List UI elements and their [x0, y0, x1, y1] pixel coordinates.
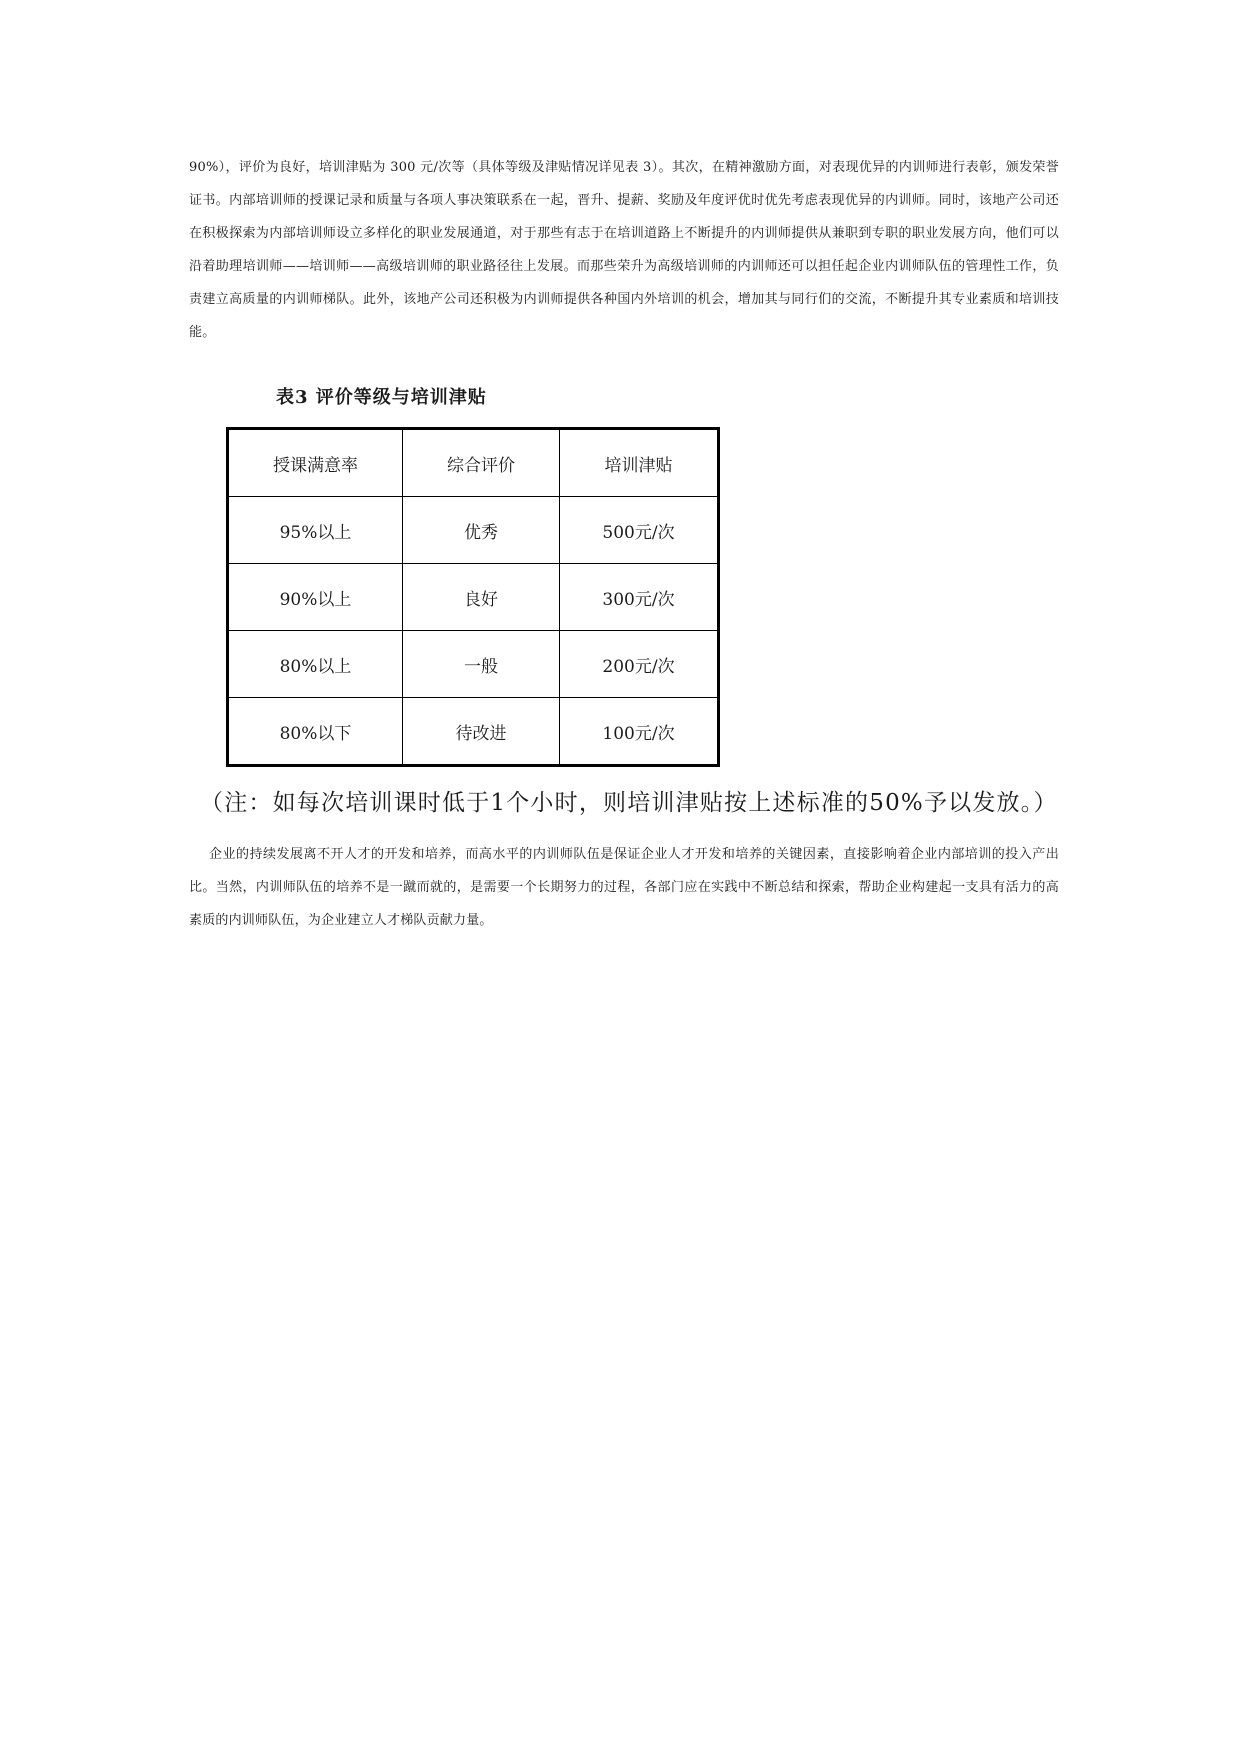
cell-satisfaction-rate: 90%以上 [228, 564, 403, 631]
table-note: （注：如每次培训课时低于1个小时，则培训津贴按上述标准的50%予以发放。） [200, 790, 1058, 816]
cell-training-allowance: 200元/次 [560, 631, 719, 698]
cell-satisfaction-rate: 80%以上 [228, 631, 403, 698]
paragraph-conclusion: 企业的持续发展离不开人才的开发和培养，而高水平的内训师队伍是保证企业人才开发和培养的关键因素，直接影响着企业内部培训的投入产出比。当然，内训师队伍的培养不是一蹴而就的，是需要一个长期努力的过程，各部门应在实践中不断总结和探索，帮助企业构建起一支具有活力的高素质的内训师队伍，为企业建立人才梯队贡献力量。 [189, 847, 1059, 928]
header-satisfaction-rate: 授课满意率 [228, 429, 403, 497]
cell-overall-rating: 待改进 [403, 698, 560, 766]
cell-overall-rating: 良好 [403, 564, 560, 631]
table-row [228, 564, 719, 631]
paragraph-trainer-incentives: 90%），评价为良好，培训津贴为 300 元/次等（具体等级及津贴情况详见表 3）。其次，在精神激励方面，对表现优异的内训师进行表彰，颁发荣誉证书。内部培训师的授课记录和质量与各项人事决策联系在一起，晋升、提薪、奖励及年度评优时优先考虑表现优异的内训师。同时，该地产公司还在积极探索为内部培训师设立多样化的职业发展通道，对于那些有志于在培训道路上不断提升的内训师提供从兼职到专职的职业发展方向，他们可以沿着助理培训师——培训师——高级培训师的职业路径往上发展。而那些荣升为高级培训师的内训师还可以担任起企业内训师队伍的管理性工作，负责建立高质量的内训师梯队。此外，该地产公司还积极为内训师提供各种国内外培训的机会，增加其与同行们的交流，不断提升其专业素质和培训技能。 [189, 160, 1059, 340]
header-training-allowance: 培训津贴 [560, 429, 719, 497]
table-row [228, 497, 719, 564]
grade-allowance-table [226, 427, 720, 767]
cell-training-allowance: 300元/次 [560, 564, 719, 631]
cell-satisfaction-rate: 80%以下 [228, 698, 403, 766]
table-caption: 表3 评价等级与培训津贴 [276, 387, 487, 408]
cell-overall-rating: 优秀 [403, 497, 560, 564]
cell-satisfaction-rate: 95%以上 [228, 497, 403, 564]
header-overall-rating: 综合评价 [403, 429, 560, 497]
table-row [228, 698, 719, 766]
table-header-row [228, 429, 719, 497]
cell-training-allowance: 100元/次 [560, 698, 719, 766]
cell-training-allowance: 500元/次 [560, 497, 719, 564]
cell-overall-rating: 一般 [403, 631, 560, 698]
table-row [228, 631, 719, 698]
